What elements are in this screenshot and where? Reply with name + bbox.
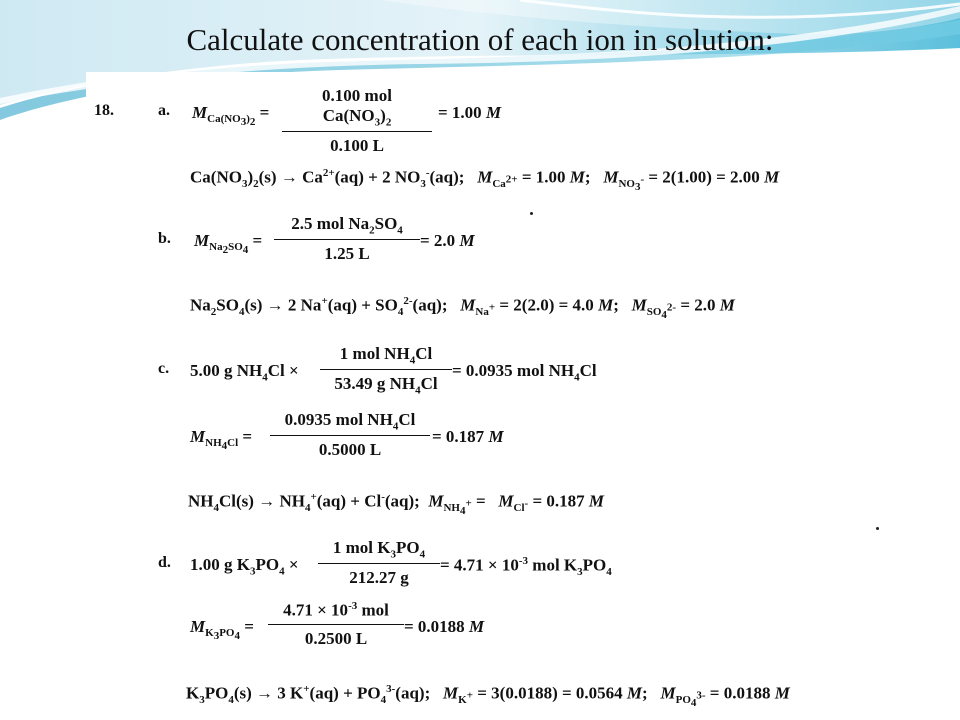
part-c-result: = 0.187 M	[432, 427, 504, 446]
part-c-molarity-lhs: $M_{NH_4Cl}$ =	[190, 427, 253, 453]
problem-number: 18.	[94, 102, 114, 119]
part-a-molarity-lhs: $M_{Ca(NO_3)_2}$ =	[192, 103, 270, 129]
part-d-fraction: $4.71 \times 10^{-3}$ mol 0.2500 L	[268, 600, 404, 649]
scan-speck	[530, 212, 533, 215]
part-d-mass: 1.00 g $K_3PO_4$ ×	[190, 555, 299, 578]
part-a-dissociation: $Ca(NO_3)_2(s) \to Ca^{2+}(aq) + 2$ $NO_3^-(aq)$; $M_{Ca^{2+}} = 1.00$ M; $M_{NO_3^-} = 2(1.00) = 2.00$ M	[190, 167, 780, 194]
part-c-fraction: 0.0935 mol $NH_4Cl$ 0.5000 L	[270, 410, 430, 460]
part-d-moles: = $4.71 \times 10^{-3}$ mol $K_3PO_4$	[440, 555, 612, 579]
part-a-result: = 1.00 M	[438, 103, 502, 122]
solution-image	[86, 72, 886, 718]
part-d-result: = 0.0188 M	[404, 617, 485, 636]
part-label-d: d.	[158, 554, 171, 571]
part-label-b: b.	[158, 230, 171, 247]
part-a-fraction: 0.100 mol $Ca(NO_3)_2$ 0.100 L	[282, 86, 432, 156]
part-label-c: c.	[158, 360, 170, 377]
part-b-fraction: 2.5 mol $Na_2SO_4$ 1.25 L	[274, 214, 420, 264]
scan-speck	[876, 527, 879, 530]
part-label-a: a.	[158, 102, 170, 119]
part-b-result: = 2.0 M	[420, 231, 475, 250]
part-d-conversion-fraction: 1 mol $K_3PO_4$ 212.27 g	[318, 538, 440, 588]
part-b-dissociation: $Na_2SO_4(s) \to 2$ $Na^+(aq) + SO_4^{2-}(aq)$; $M_{Na^+} = 2(2.0) = 4.0$ M; $M_{SO_4^{2-}} = 2.0$ M	[190, 295, 735, 322]
slide-title: Calculate concentration of each ion in solution:	[186, 22, 774, 57]
part-b-molarity-lhs: $M_{Na_2SO_4}$ =	[194, 231, 263, 257]
part-c-mass: 5.00 g $NH_4Cl$ ×	[190, 361, 299, 384]
part-c-conversion-fraction: 1 mol $NH_4Cl$ 53.49 g $NH_4Cl$	[320, 344, 452, 397]
part-c-moles: = 0.0935 mol $NH_4Cl$	[452, 361, 597, 384]
part-d-dissociation: $K_3PO_4(s) \to 3$ $K^+(aq) + PO_4^{3-}(aq)$; $M_{K^+} = 3(0.0188) = 0.0564$ M; $M_{PO_4^{3-}} = 0.0188$ M	[186, 683, 790, 710]
part-c-dissociation: $NH_4Cl(s) \to NH_4^+(aq) + Cl^-(aq)$; $M_{NH_4^+} = M_{Cl^-} = 0.187$ M	[188, 491, 605, 518]
part-d-molarity-lhs: $M_{K_3PO_4}$ =	[190, 617, 254, 643]
